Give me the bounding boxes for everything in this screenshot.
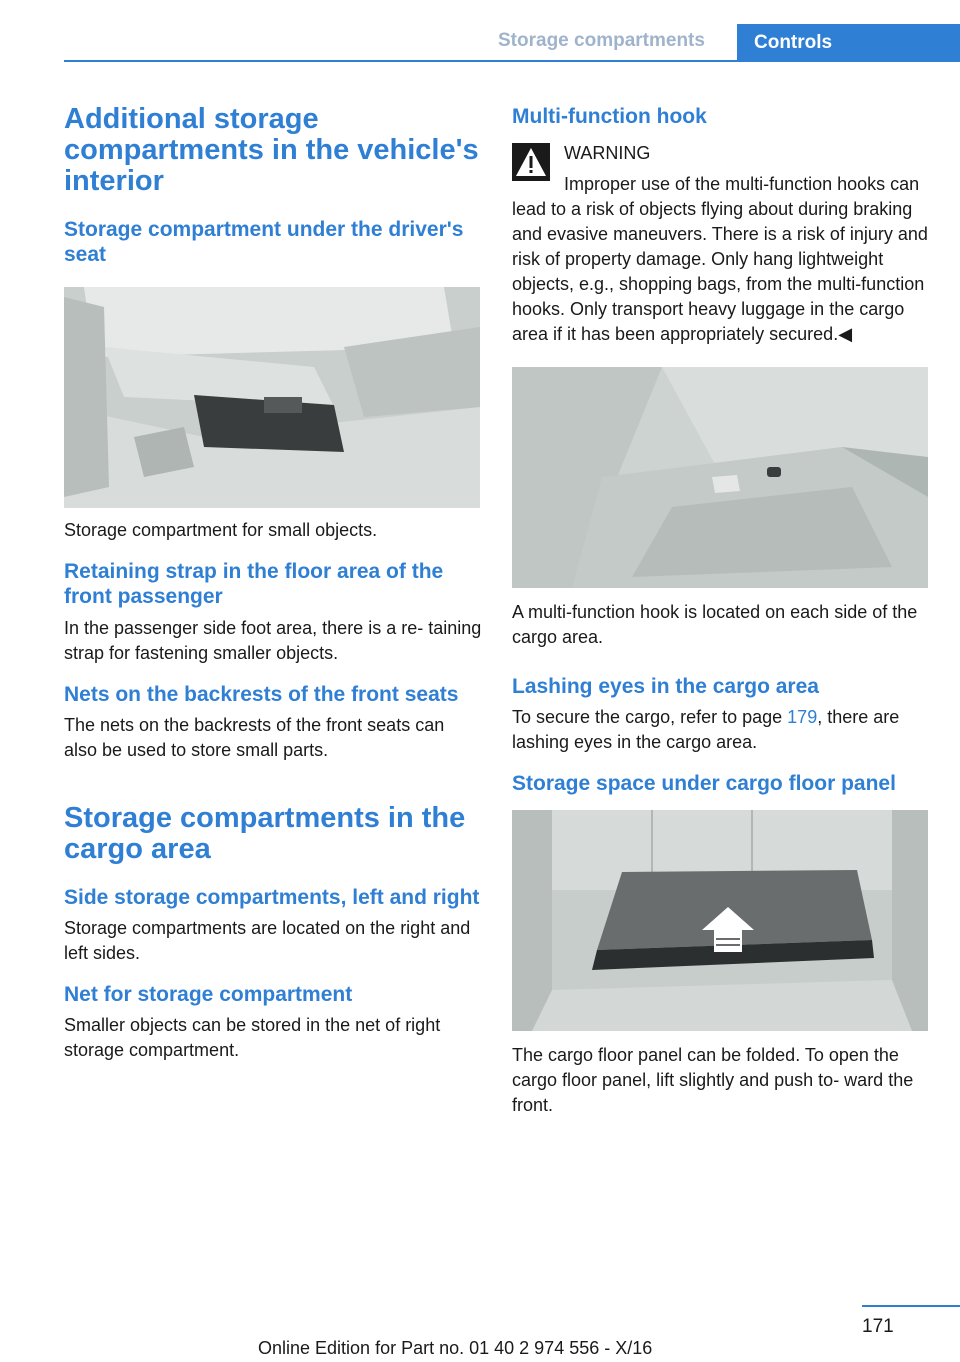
heading-additional-storage: Additional storage compartments in the vehicle's interior	[64, 103, 479, 197]
header-chapter-label: Controls	[754, 32, 833, 53]
warning-text: Improper use of the multi-function hooks can lead to a risk of objects flying about during braking and evasive maneuvers. There is a risk of injury and risk of property damage. Only hang lightweight objects, e.g., shopping bags, from the multi-function hooks. Only transport heavy luggage in the cargo area if it has been appropriately secured.◀	[512, 174, 928, 344]
warning-triangle-icon	[512, 143, 550, 181]
caption-cargo-floor: The cargo floor panel can be folded. To open the cargo floor panel, lift slightly and push to‐ ward the front.	[512, 1045, 914, 1115]
heading-lashing-eyes: Lashing eyes in the cargo area	[512, 675, 819, 698]
warning-box	[512, 141, 928, 166]
footer-edition: Online Edition for Part no. 01 40 2 974 556 - X/16	[258, 1338, 653, 1358]
heading-driver-seat: Storage compartment under the driver's seat	[64, 218, 464, 266]
page-number: 171	[862, 1316, 894, 1337]
text-side-storage: Storage compartments are located on the right and left sides.	[64, 918, 471, 963]
header-chapter-tab	[737, 24, 960, 62]
lashing-text-pre: To secure the cargo, refer to page	[512, 707, 788, 727]
page-179-link[interactable]: 179	[787, 707, 818, 727]
header-section-title: Storage compartments	[498, 30, 705, 51]
text-nets-backrests: The nets on the backrests of the front seats can also be used to store small parts.	[64, 715, 445, 760]
text-net-storage: Smaller objects can be stored in the net of right storage compartment.	[64, 1015, 441, 1060]
heading-retaining-strap: Retaining strap in the floor area of the front passenger	[64, 560, 444, 608]
figure-driver-seat-compartment	[64, 287, 480, 508]
seat-illustration	[64, 287, 480, 508]
heading-net-storage: Net for storage compartment	[64, 983, 353, 1006]
footer-rule	[862, 1305, 960, 1307]
heading-cargo-area: Storage compartments in the cargo area	[64, 802, 466, 865]
right-column	[512, 104, 928, 1118]
cargo-floor-illustration	[512, 810, 928, 1031]
text-lashing-eyes	[512, 705, 928, 755]
text-retaining-strap: In the passenger side foot area, there is a re‐ taining strap for fastening smaller objects.	[64, 618, 482, 663]
caption-driver-seat: Storage compartment for small objects.	[64, 520, 378, 540]
heading-multi-function-hook: Multi-function hook	[512, 105, 707, 128]
figure-cargo-floor-panel	[512, 810, 928, 1031]
header-rule	[64, 60, 960, 62]
figure-multi-function-hook	[512, 367, 928, 588]
heading-cargo-floor: Storage space under cargo floor panel	[512, 772, 896, 795]
warning-title: WARNING	[564, 143, 651, 163]
lashing-text-post: , there are lashing eyes in the cargo area.	[512, 707, 900, 752]
heading-side-storage: Side storage compartments, left and right	[64, 886, 480, 909]
left-column	[64, 104, 482, 1063]
cargo-side-illustration	[512, 367, 928, 588]
caption-multi-function-hook: A multi-function hook is located on each side of the cargo area.	[512, 602, 918, 647]
heading-nets-backrests: Nets on the backrests of the front seats	[64, 683, 459, 706]
